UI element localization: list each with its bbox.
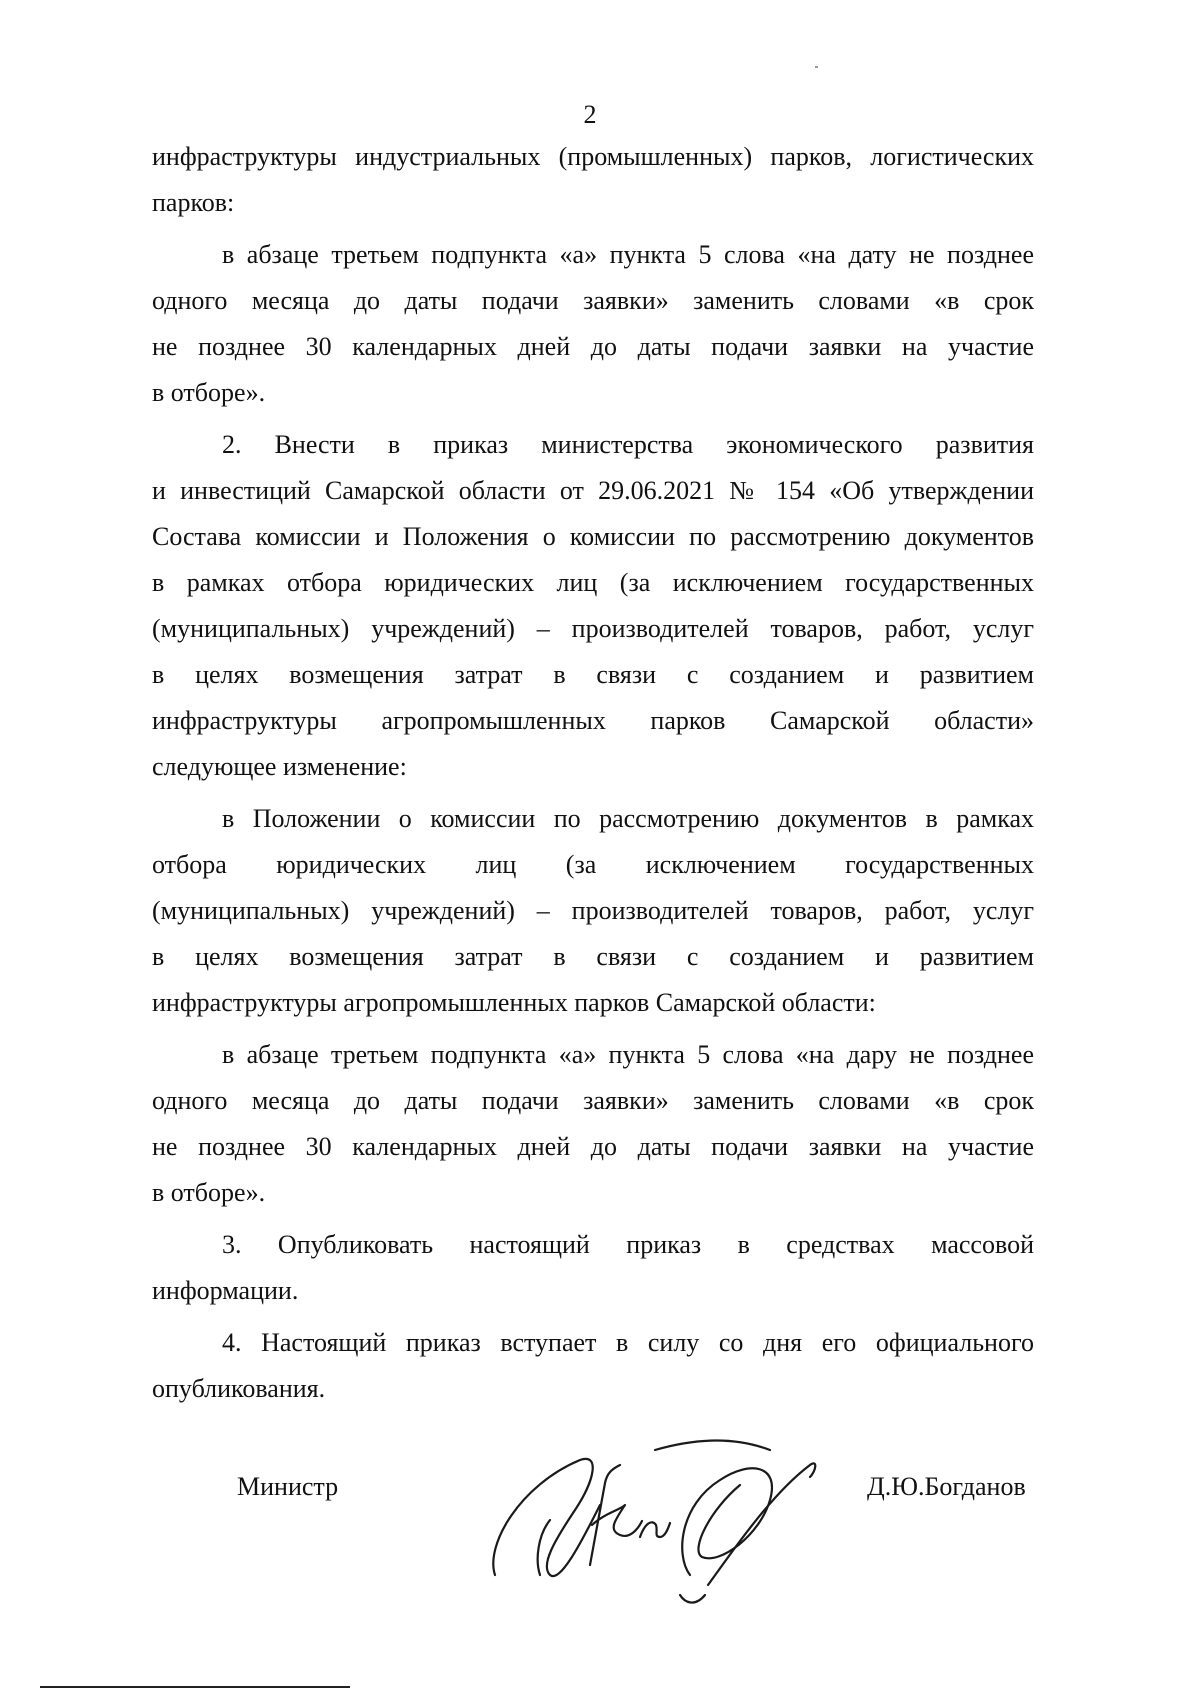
paragraph-item-2-line: Состава комиссии и Положения о комиссии по рассмотрению документов xyxy=(152,522,1034,551)
paragraph-item-2-end: следующее изменение: xyxy=(152,752,407,781)
paragraph-amendment-1-line: в абзаце третьем подпункта «а» пункта 5 слова «на дату не позднее xyxy=(222,240,1034,269)
scan-speck xyxy=(815,66,818,68)
paragraph-item-3-end: информации. xyxy=(152,1276,299,1305)
paragraph-item-2-line: в целях возмещения затрат в связи с созданием и развитием xyxy=(152,660,1034,689)
paragraph-continuation-line: инфраструктуры индустриальных (промышленных) парков, логистических xyxy=(152,142,1034,171)
paragraph-amendment-2-end: в отборе». xyxy=(152,1178,266,1207)
paragraph-amendment-2-line: одного месяца до даты подачи заявки» заменить словами «в срок xyxy=(152,1086,1034,1115)
paragraph-item-2-line: (муниципальных) учреждений) – производителей товаров, работ, услуг xyxy=(152,614,1034,643)
paragraph-item-4-end: опубликования. xyxy=(152,1374,326,1403)
paragraph-amendment-2-line: в абзаце третьем подпункта «а» пункта 5 слова «на дару не позднее xyxy=(222,1040,1034,1069)
footer-divider xyxy=(40,1686,350,1688)
paragraph-item-2-line: инфраструктуры агропромышленных парков Самарской области» xyxy=(152,706,1034,735)
paragraph-item-3-line: 3. Опубликовать настоящий приказ в средствах массовой xyxy=(222,1230,1034,1259)
signatory-name: Д.Ю.Богданов xyxy=(867,1472,1026,1501)
page-number: 2 xyxy=(583,100,597,129)
paragraph-regulation-line: отбора юридических лиц (за исключением государственных xyxy=(152,850,1034,879)
paragraph-regulation-end: инфраструктуры агропромышленных парков Самарской области: xyxy=(152,988,876,1017)
paragraph-amendment-1-line: одного месяца до даты подачи заявки» заменить словами «в срок xyxy=(152,286,1034,315)
paragraph-regulation-line: в целях возмещения затрат в связи с созданием и развитием xyxy=(152,942,1034,971)
paragraph-item-2-line: 2. Внести в приказ министерства экономического развития xyxy=(222,430,1034,459)
handwritten-signature xyxy=(480,1425,840,1615)
paragraph-item-2-line: в рамках отбора юридических лиц (за исключением государственных xyxy=(152,568,1034,597)
paragraph-amendment-1-end: в отборе». xyxy=(152,378,266,407)
paragraph-regulation-line: (муниципальных) учреждений) – производителей товаров, работ, услуг xyxy=(152,896,1034,925)
paragraph-amendment-2-line: не позднее 30 календарных дней до даты подачи заявки на участие xyxy=(152,1132,1034,1161)
paragraph-amendment-1-line: не позднее 30 календарных дней до даты подачи заявки на участие xyxy=(152,332,1034,361)
paragraph-regulation-line: в Положении о комиссии по рассмотрению документов в рамках xyxy=(222,804,1034,833)
paragraph-continuation-end: парков: xyxy=(152,188,235,217)
signatory-title: Министр xyxy=(237,1472,339,1501)
paragraph-item-2-line: и инвестиций Самарской области от 29.06.2021 № 154 «Об утверждении xyxy=(152,476,1034,505)
paragraph-item-4-line: 4. Настоящий приказ вступает в силу со дня его официального xyxy=(222,1328,1034,1357)
